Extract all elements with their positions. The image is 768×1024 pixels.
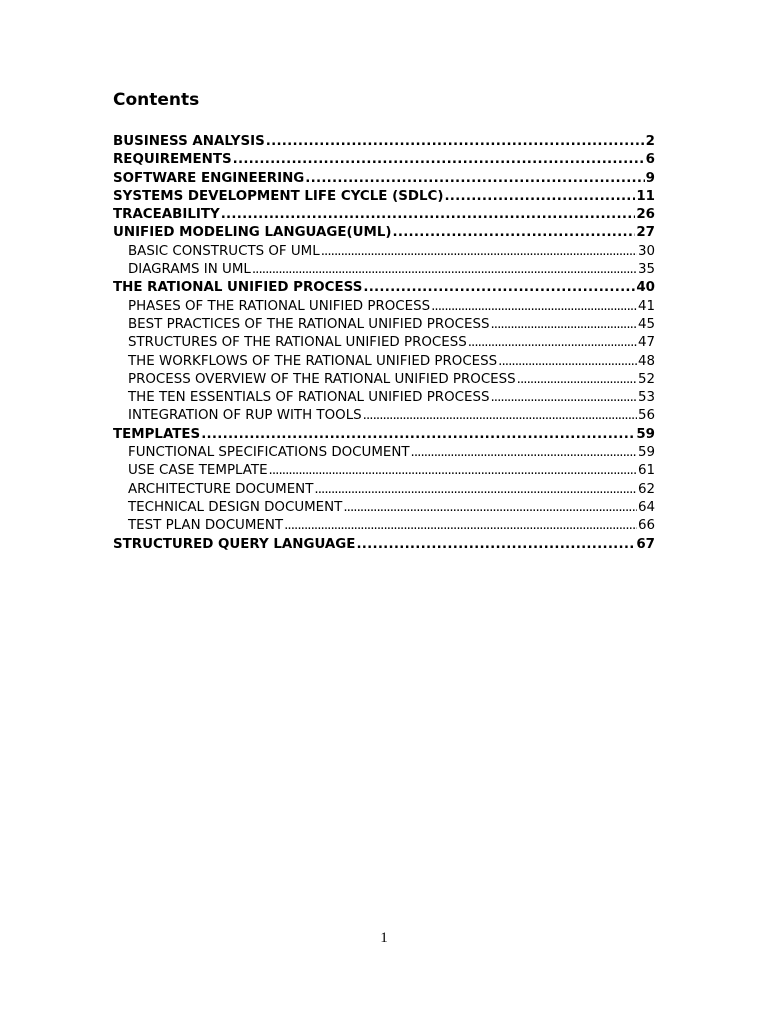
toc-entry-page: 59: [636, 426, 655, 442]
toc-entry[interactable]: [113, 170, 655, 188]
dot-leader: [284, 517, 637, 535]
dot-leader: [233, 151, 645, 169]
toc-entry-title: USE CASE TEMPLATE: [128, 463, 268, 479]
toc-entry[interactable]: [113, 206, 655, 224]
toc-entry[interactable]: [113, 188, 655, 206]
dot-leader: [252, 261, 637, 279]
toc-entry-title: BASIC CONSTRUCTS OF UML: [128, 243, 320, 259]
toc-entry[interactable]: [113, 279, 655, 297]
toc-entry-title: TEST PLAN DOCUMENT: [128, 518, 284, 534]
toc-entry-title: SYSTEMS DEVELOPMENT LIFE CYCLE (SDLC): [113, 188, 444, 204]
dot-leader: [343, 499, 637, 517]
dot-leader: [266, 133, 645, 151]
toc-subentry[interactable]: [113, 517, 655, 535]
toc-subentry[interactable]: [113, 261, 655, 279]
toc-entry-page: 52: [637, 371, 655, 387]
toc-entry-title: TRACEABILITY: [113, 207, 220, 223]
dot-leader: [201, 426, 635, 444]
dot-leader: [490, 389, 637, 407]
toc-subentry[interactable]: [113, 243, 655, 261]
toc-entry-title: TEMPLATES: [113, 426, 201, 442]
toc-entry-page: 66: [637, 518, 655, 534]
toc-entry-page: 61: [637, 463, 655, 479]
toc-subentry[interactable]: [113, 444, 655, 462]
toc-entry-title: BEST PRACTICES OF THE RATIONAL UNIFIED PROCESS: [128, 316, 490, 332]
toc-subentry[interactable]: [113, 371, 655, 389]
dot-leader: [269, 462, 637, 480]
dot-leader: [517, 371, 637, 389]
toc-subentry[interactable]: [113, 407, 655, 425]
toc-entry-page: 48: [637, 353, 655, 369]
dot-leader: [221, 206, 636, 224]
toc-entry[interactable]: [113, 536, 655, 554]
toc-entry-page: 47: [637, 335, 655, 351]
toc-entry-title: INTEGRATION OF RUP WITH TOOLS: [128, 408, 362, 424]
dot-leader: [363, 407, 637, 425]
toc-entry-page: 41: [637, 298, 655, 314]
toc-subentry[interactable]: [113, 353, 655, 371]
toc-entry-page: 53: [637, 390, 655, 406]
toc-subentry[interactable]: [113, 481, 655, 499]
dot-leader: [444, 188, 635, 206]
dot-leader: [356, 536, 635, 554]
toc-entry-page: 30: [637, 243, 655, 259]
toc-subentry[interactable]: [113, 462, 655, 480]
toc-subentry[interactable]: [113, 298, 655, 316]
toc-entry-page: 6: [645, 152, 655, 168]
dot-leader: [321, 243, 637, 261]
page-number: 1: [380, 930, 388, 946]
toc-entry-title: FUNCTIONAL SPECIFICATIONS DOCUMENT: [128, 445, 410, 461]
toc-entry-title: UNIFIED MODELING LANGUAGE(UML): [113, 225, 392, 241]
toc-entry-title: ARCHITECTURE DOCUMENT: [128, 481, 314, 497]
toc-entry-page: 2: [645, 134, 655, 149]
toc-entry[interactable]: [113, 426, 655, 444]
dot-leader: [363, 279, 635, 297]
toc-entry-title: STRUCTURES OF THE RATIONAL UNIFIED PROCESS: [128, 335, 467, 351]
toc-entry-page: 62: [637, 481, 655, 497]
toc-entry-title: DIAGRAMS IN UML: [128, 262, 251, 278]
toc-entry-page: 67: [636, 536, 655, 552]
toc-entry-page: 59: [637, 445, 655, 461]
toc-entry-page: 11: [636, 188, 655, 204]
toc-entry[interactable]: [113, 151, 655, 169]
toc-subentry[interactable]: [113, 499, 655, 517]
toc-entry-page: 35: [637, 262, 655, 278]
toc-subentry[interactable]: [113, 389, 655, 407]
dot-leader: [314, 481, 637, 499]
toc-entry[interactable]: [113, 224, 655, 242]
toc-entry-page: 40: [636, 280, 655, 296]
dot-leader: [305, 170, 644, 188]
toc-entry-title: THE TEN ESSENTIALS OF RATIONAL UNIFIED PROCESS: [128, 390, 490, 406]
toc-entry-page: 27: [636, 225, 655, 241]
dot-leader: [411, 444, 637, 462]
dot-leader: [498, 353, 637, 371]
toc-entry-page: 45: [637, 316, 655, 332]
toc-entry-page: 64: [637, 499, 655, 515]
toc-entry-title: PROCESS OVERVIEW OF THE RATIONAL UNIFIED PROCESS: [128, 371, 516, 387]
toc-entry[interactable]: [113, 133, 655, 151]
toc-entry-title: SOFTWARE ENGINEERING: [113, 170, 305, 186]
toc-entry-page: 26: [636, 207, 655, 223]
dot-leader: [393, 224, 636, 242]
toc-subentry[interactable]: [113, 316, 655, 334]
dot-leader: [490, 316, 636, 334]
dot-leader: [431, 298, 637, 316]
toc-entry-title: REQUIREMENTS: [113, 152, 232, 168]
dot-leader: [468, 334, 637, 352]
toc-entry-page: 9: [645, 170, 655, 186]
toc-subentry[interactable]: [113, 334, 655, 352]
table-of-contents: [113, 133, 655, 554]
toc-entry-title: THE RATIONAL UNIFIED PROCESS: [113, 280, 363, 296]
toc-entry-title: STRUCTURED QUERY LANGUAGE: [113, 536, 356, 552]
contents-heading: Contents: [113, 90, 200, 110]
toc-entry-title: THE WORKFLOWS OF THE RATIONAL UNIFIED PROCESS: [128, 353, 498, 369]
toc-entry-title: BUSINESS ANALYSIS: [113, 134, 265, 149]
toc-entry-page: 56: [637, 408, 655, 424]
toc-entry-title: TECHNICAL DESIGN DOCUMENT: [128, 499, 343, 515]
toc-entry-title: PHASES OF THE RATIONAL UNIFIED PROCESS: [128, 298, 431, 314]
